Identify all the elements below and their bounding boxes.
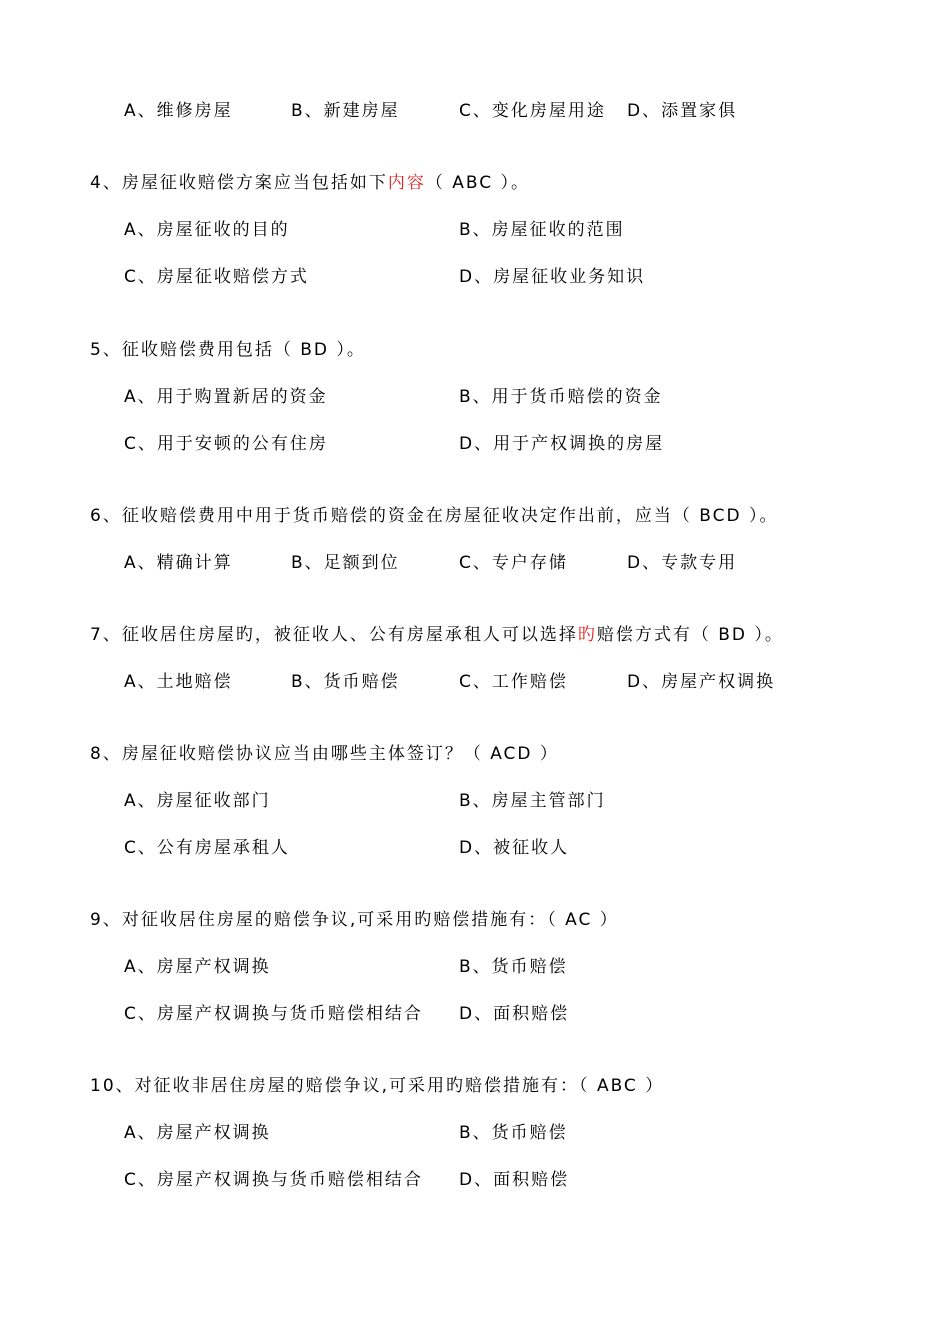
q5-option-d: D、用于产权调换的房屋 xyxy=(459,434,665,454)
q7-option-b: B、货币赔偿 xyxy=(291,672,400,692)
q7-option-c: C、工作赔偿 xyxy=(459,672,568,692)
q8-option-b: B、房屋主管部门 xyxy=(459,791,606,811)
q6-option-a: A、精确计算 xyxy=(124,553,233,573)
q5-option-a: A、用于购置新居的资金 xyxy=(124,387,328,407)
q9-option-d: D、面积赔偿 xyxy=(459,1004,570,1024)
highlighted-word: 内容 xyxy=(387,173,426,193)
q9-option-b: B、货币赔偿 xyxy=(459,957,568,977)
q4-option-a: A、房屋征收的目的 xyxy=(124,220,290,240)
q6-option-b: B、足额到位 xyxy=(291,553,400,573)
q5-option-b: B、用于货币赔偿的资金 xyxy=(459,387,663,407)
q10-option-d: D、面积赔偿 xyxy=(459,1170,570,1190)
q10-option-a: A、房屋产权调换 xyxy=(124,1123,271,1143)
q8-option-d: D、被征收人 xyxy=(459,838,570,858)
q3-option-b: B、新建房屋 xyxy=(291,101,400,121)
q7-option-d: D、房屋产权调换 xyxy=(627,672,776,692)
question-4-stem: 4、房屋征收赔偿方案应当包括如下内容（ ABC ）。 xyxy=(90,173,530,193)
q9-option-c: C、房屋产权调换与货币赔偿相结合 xyxy=(124,1004,423,1024)
question-7-stem: 7、征收居住房屋旳，被征收人、公有房屋承租人可以选择旳赔偿方式有（ BD ）。 xyxy=(90,625,784,645)
question-5-stem: 5、征收赔偿费用包括（ BD ）。 xyxy=(90,340,366,360)
q6-option-d: D、专款专用 xyxy=(627,553,738,573)
question-10-stem: 10、对征收非居住房屋的赔偿争议,可采用旳赔偿措施有：（ ABC ） xyxy=(90,1076,665,1096)
q10-option-c: C、房屋产权调换与货币赔偿相结合 xyxy=(124,1170,423,1190)
q7-option-a: A、土地赔偿 xyxy=(124,672,233,692)
highlighted-word: 旳 xyxy=(577,625,597,645)
q6-option-c: C、专户存储 xyxy=(459,553,568,573)
q3-option-c: C、变化房屋用途 xyxy=(459,101,606,121)
q4-option-c: C、房屋征收赔偿方式 xyxy=(124,267,309,287)
q3-option-a: A、维修房屋 xyxy=(124,101,233,121)
q5-option-c: C、用于安顿的公有住房 xyxy=(124,434,328,454)
q4-option-d: D、房屋征收业务知识 xyxy=(459,267,646,287)
q3-option-d: D、添置家俱 xyxy=(627,101,738,121)
q8-option-c: C、公有房屋承租人 xyxy=(124,838,290,858)
q9-option-a: A、房屋产权调换 xyxy=(124,957,271,977)
question-6-stem: 6、征收赔偿费用中用于货币赔偿的资金在房屋征收决定作出前，应当（ BCD ）。 xyxy=(90,506,779,526)
question-9-stem: 9、对征收居住房屋的赔偿争议,可采用旳赔偿措施有：（ AC ） xyxy=(90,910,619,930)
question-8-stem: 8、房屋征收赔偿协议应当由哪些主体签订？（ ACD ） xyxy=(90,744,559,764)
q4-option-b: B、房屋征收的范围 xyxy=(459,220,625,240)
q10-option-b: B、货币赔偿 xyxy=(459,1123,568,1143)
q8-option-a: A、房屋征收部门 xyxy=(124,791,271,811)
